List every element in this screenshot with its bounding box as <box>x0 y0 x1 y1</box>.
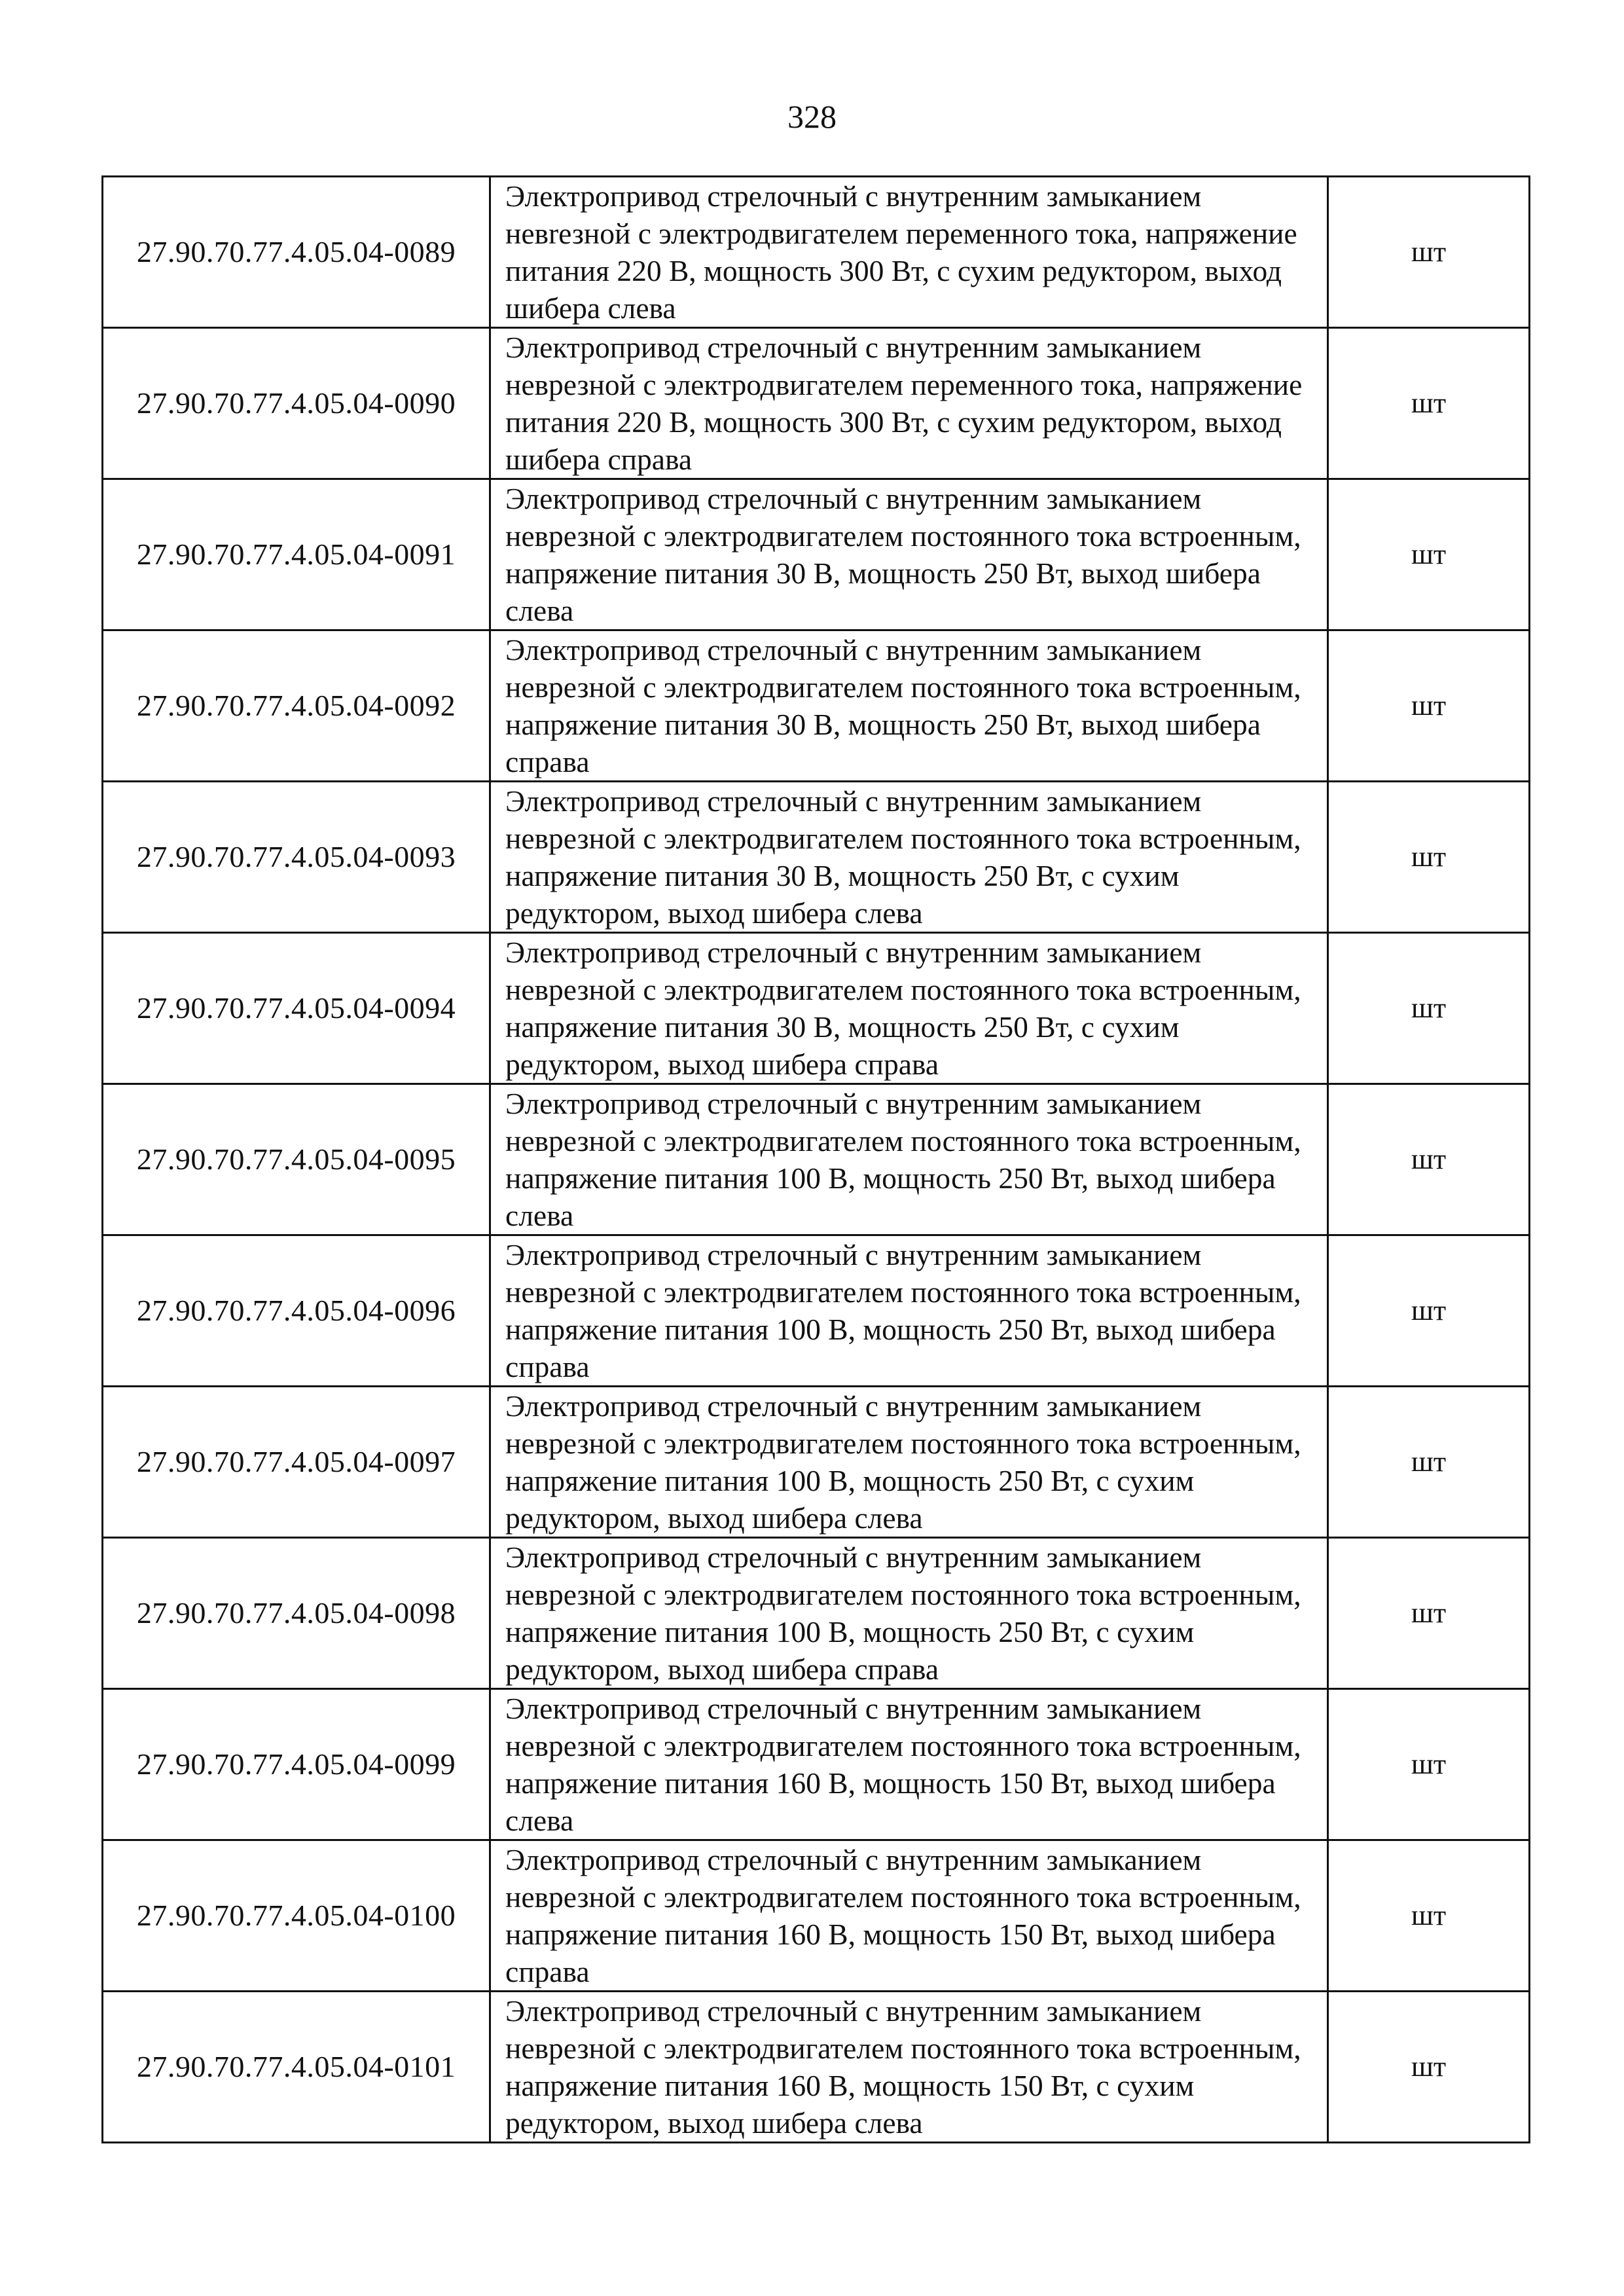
resource-code: 27.90.70.77.4.05.04-0096 <box>103 1235 490 1387</box>
unit-of-measure: шт <box>1328 933 1530 1084</box>
unit-of-measure: шт <box>1328 1387 1530 1538</box>
resource-code: 27.90.70.77.4.05.04-0089 <box>103 177 490 328</box>
unit-of-measure: шт <box>1328 1689 1530 1840</box>
table-row <box>103 1235 1530 1387</box>
catalog-table <box>101 175 1530 2143</box>
table-row <box>103 1084 1530 1235</box>
unit-of-measure: шт <box>1328 1840 1530 1992</box>
table-row <box>103 1538 1530 1689</box>
resource-code: 27.90.70.77.4.05.04-0099 <box>103 1689 490 1840</box>
resource-description: Электропривод стрелочный с внутренним замыканием невrезной с электродвигателем переменного тока, напряжение питания 220 В, мощность 300 Вт, с сухим редуктором, выход шибера слева <box>490 177 1328 328</box>
table-row <box>103 782 1530 933</box>
resource-code: 27.90.70.77.4.05.04-0092 <box>103 630 490 782</box>
resource-description: Электропривод стрелочный с внутренним замыканием неврезной с электродвигателем постоянного тока встроенным, напряжение питания 160 В, мощность 150 Вт, с сухим редуктором, выход шибера слева <box>490 1992 1328 2143</box>
table-row <box>103 1387 1530 1538</box>
resource-description: Электропривод стрелочный с внутренним замыканием неврезной с электродвигателем постоянного тока встроенным, напряжение питания 100 В, мощность 250 Вт, с сухим редуктором, выход шибера слева <box>490 1387 1328 1538</box>
resource-description: Электропривод стрелочный с внутренним замыканием неврезной с электродвигателем постоянного тока встроенным, напряжение питания 100 В, мощность 250 Вт, выход шибера справа <box>490 1235 1328 1387</box>
catalog-table-body <box>103 177 1530 2143</box>
unit-of-measure: шт <box>1328 1084 1530 1235</box>
resource-description: Электропривод стрелочный с внутренним замыканием неврезной с электродвигателем постоянного тока встроенным, напряжение питания 160 В, мощность 150 Вт, выход шибера справа <box>490 1840 1328 1992</box>
unit-of-measure: шт <box>1328 782 1530 933</box>
resource-description: Электропривод стрелочный с внутренним замыканием неврезной с электродвигателем постоянного тока встроенным, напряжение питания 100 В, мощность 250 Вт, выход шибера слева <box>490 1084 1328 1235</box>
resource-code: 27.90.70.77.4.05.04-0094 <box>103 933 490 1084</box>
table-row <box>103 630 1530 782</box>
resource-description: Электропривод стрелочный с внутренним замыканием неврезной с электродвигателем постоянного тока встроенным, напряжение питания 30 В, мощность 250 Вт, выход шибера слева <box>490 479 1328 630</box>
table-row <box>103 479 1530 630</box>
resource-description: Электропривод стрелочный с внутренним замыканием неврезной с электродвигателем постоянного тока встроенным, напряжение питания 30 В, мощность 250 Вт, выход шибера справа <box>490 630 1328 782</box>
resource-code: 27.90.70.77.4.05.04-0098 <box>103 1538 490 1689</box>
resource-code: 27.90.70.77.4.05.04-0093 <box>103 782 490 933</box>
unit-of-measure: шт <box>1328 177 1530 328</box>
unit-of-measure: шт <box>1328 630 1530 782</box>
resource-code: 27.90.70.77.4.05.04-0097 <box>103 1387 490 1538</box>
table-row <box>103 1992 1530 2143</box>
resource-description: Электропривод стрелочный с внутренним замыканием неврезной с электродвигателем переменного тока, напряжение питания 220 В, мощность 300 Вт, с сухим редуктором, выход шибера справа <box>490 328 1328 479</box>
resource-code: 27.90.70.77.4.05.04-0095 <box>103 1084 490 1235</box>
table-row <box>103 177 1530 328</box>
unit-of-measure: шт <box>1328 1538 1530 1689</box>
resource-description: Электропривод стрелочный с внутренним замыканием неврезной с электродвигателем постоянного тока встроенным, напряжение питания 160 В, мощность 150 Вт, выход шибера слева <box>490 1689 1328 1840</box>
resource-description: Электропривод стрелочный с внутренним замыканием неврезной с электродвигателем постоянного тока встроенным, напряжение питания 100 В, мощность 250 Вт, с сухим редуктором, выход шибера справа <box>490 1538 1328 1689</box>
unit-of-measure: шт <box>1328 1235 1530 1387</box>
page-number: 328 <box>787 98 837 135</box>
unit-of-measure: шт <box>1328 328 1530 479</box>
table-row <box>103 933 1530 1084</box>
resource-code: 27.90.70.77.4.05.04-0090 <box>103 328 490 479</box>
table-row <box>103 1840 1530 1992</box>
resource-code: 27.90.70.77.4.05.04-0100 <box>103 1840 490 1992</box>
table-row <box>103 1689 1530 1840</box>
resource-description: Электропривод стрелочный с внутренним замыканием неврезной с электродвигателем постоянного тока встроенным, напряжение питания 30 В, мощность 250 Вт, с сухим редуктором, выход шибера справа <box>490 933 1328 1084</box>
table-row <box>103 328 1530 479</box>
unit-of-measure: шт <box>1328 1992 1530 2143</box>
unit-of-measure: шт <box>1328 479 1530 630</box>
resource-code: 27.90.70.77.4.05.04-0091 <box>103 479 490 630</box>
resource-code: 27.90.70.77.4.05.04-0101 <box>103 1992 490 2143</box>
resource-description: Электропривод стрелочный с внутренним замыканием неврезной с электродвигателем постоянного тока встроенным, напряжение питания 30 В, мощность 250 Вт, с сухим редуктором, выход шибера слева <box>490 782 1328 933</box>
